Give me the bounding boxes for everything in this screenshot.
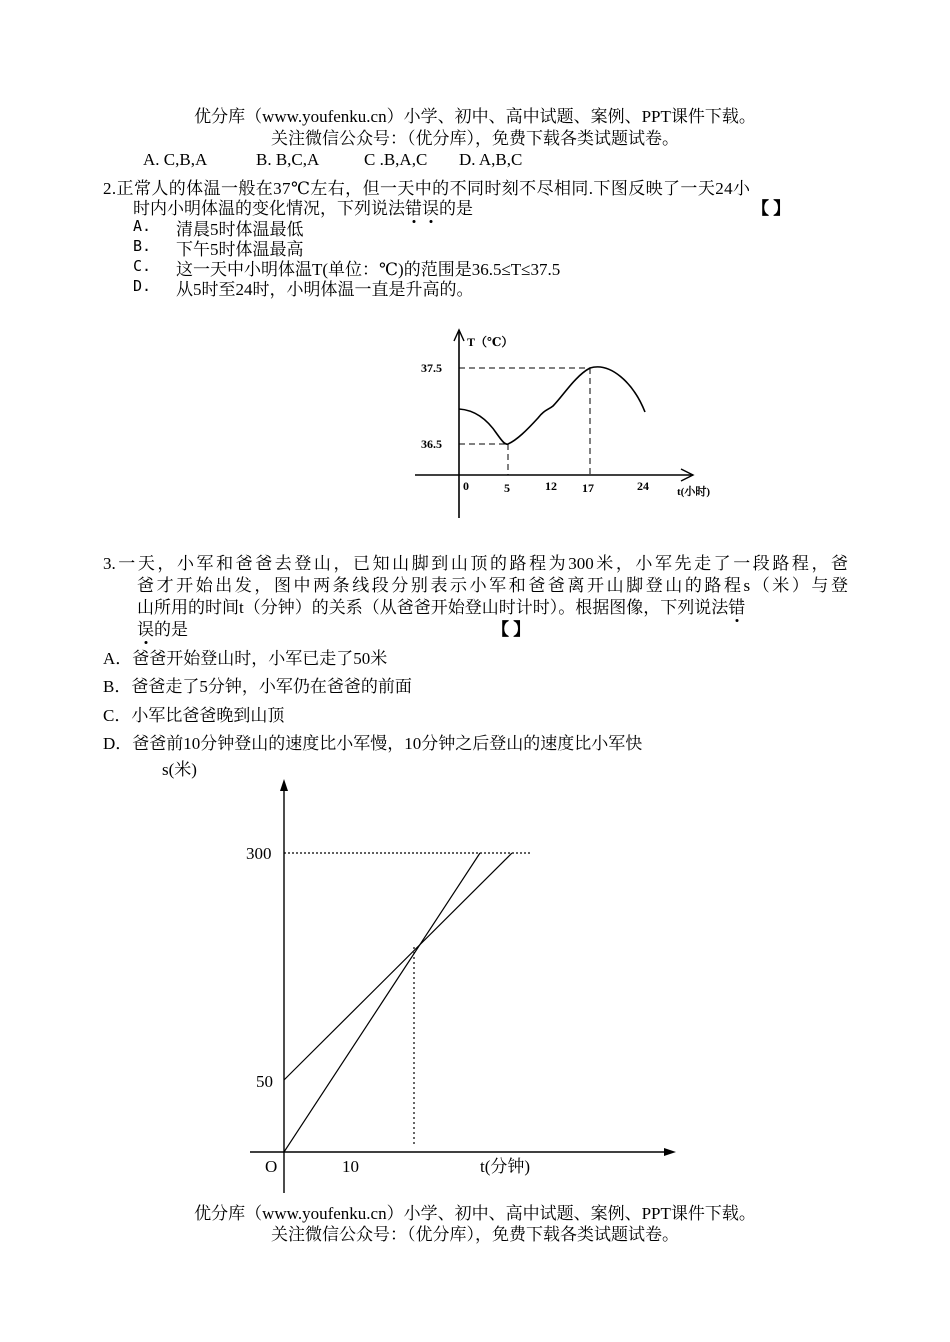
dist-tick-50: 50 <box>256 1072 273 1091</box>
temperature-chart <box>405 322 735 527</box>
temp-tick-37-5: 37.5 <box>421 361 442 375</box>
q2-option-text-a: 清晨5时体温最低 <box>176 220 304 239</box>
dad-line <box>284 853 480 1152</box>
q1-option-c: C .B,A,C <box>364 150 428 169</box>
temp-tick-24: 24 <box>637 479 649 493</box>
footer-line-1: 优分库（www.youfenku.cn）小学、初中、高中试题、案例、PPT课件下载。 <box>194 1204 756 1223</box>
temp-tick-17: 17 <box>582 481 594 495</box>
temp-tick-5: 5 <box>504 481 510 495</box>
q1-option-a: A. C,B,A <box>143 150 208 169</box>
dist-y-arrow <box>280 779 288 791</box>
footer-line-2: 关注微信公众号：（优分库），免费下载各类试题试卷。 <box>271 1225 679 1244</box>
temp-curve <box>459 367 645 444</box>
q3-option-d: D．爸爸前10分钟登山的速度比小军慢，10分钟之后登山的速度比小军快 <box>103 734 643 753</box>
q2-stem-line-1: 2.正常人的体温一般在37℃左右，但一天中的不同时刻不尽相同.下图反映了一天24小 <box>103 179 751 198</box>
temp-tick-0: 0 <box>463 479 469 493</box>
q2-option-text-b: 下午5时体温最高 <box>176 240 304 259</box>
dist-origin: O <box>265 1157 278 1176</box>
temp-y-label: T（℃） <box>467 335 514 349</box>
dist-x-label: t(分钟) <box>480 1157 531 1176</box>
temp-tick-36-5: 36.5 <box>421 437 442 451</box>
q2-option-text-d: 从5时至24时，小明体温一直是升高的。 <box>176 280 474 299</box>
q3-option-b: B．爸爸走了5分钟，小军仍在爸爸的前面 <box>103 677 412 696</box>
q3-option-c: C．小军比爸爸晚到山顶 <box>103 706 285 725</box>
q2-option-letter-c: C. <box>133 257 152 275</box>
dist-tick-10: 10 <box>342 1157 359 1176</box>
q2-option-letter-b: B. <box>133 237 152 255</box>
xiaojun-line <box>284 853 512 1080</box>
q3-stem-line-1: 3.一天，小军和爸爸去登山，已知山脚到山顶的路程为300米，小军先走了一段路程，爸 <box>103 554 848 573</box>
dist-y-label: s(米) <box>162 760 197 779</box>
q2-option-letter-a: A. <box>133 217 152 235</box>
distance-time-chart <box>150 755 710 1195</box>
q3-answer-bracket: 【 】 <box>492 620 531 639</box>
temp-x-label: t(小时) <box>677 486 710 498</box>
q1-option-d: D. A,B,C <box>459 150 523 169</box>
q2-answer-bracket: 【 】 <box>752 199 791 218</box>
q3-stem-line-4: 误的是 <box>137 620 188 639</box>
q2-option-letter-d: D. <box>133 277 152 295</box>
q3-stem-line-3: 山所用的时间t（分钟）的关系（从爸爸开始登山时计时）。根据图像，下列说法错 <box>137 598 746 617</box>
temp-tick-12: 12 <box>545 479 557 493</box>
dist-x-arrow <box>664 1148 676 1156</box>
header-line-2: 关注微信公众号：（优分库），免费下载各类试题试卷。 <box>271 129 679 148</box>
q1-option-b: B. B,C,A <box>256 150 320 169</box>
q2-option-text-c: 这一天中小明体温T(单位：℃)的范围是36.5≤T≤37.5 <box>176 260 561 279</box>
q2-stem-line-2: 时内小明体温的变化情况，下列说法错误的是 <box>133 199 473 218</box>
q3-option-a: A．爸爸开始登山时，小军已走了50米 <box>103 649 388 668</box>
dist-tick-300: 300 <box>246 844 272 863</box>
q3-stem-line-2: 爸才开始出发，图中两条线段分别表示小军和爸爸离开山脚登山的路程s（米）与登 <box>137 576 848 595</box>
header-line-1: 优分库（www.youfenku.cn）小学、初中、高中试题、案例、PPT课件下载。 <box>194 107 756 126</box>
